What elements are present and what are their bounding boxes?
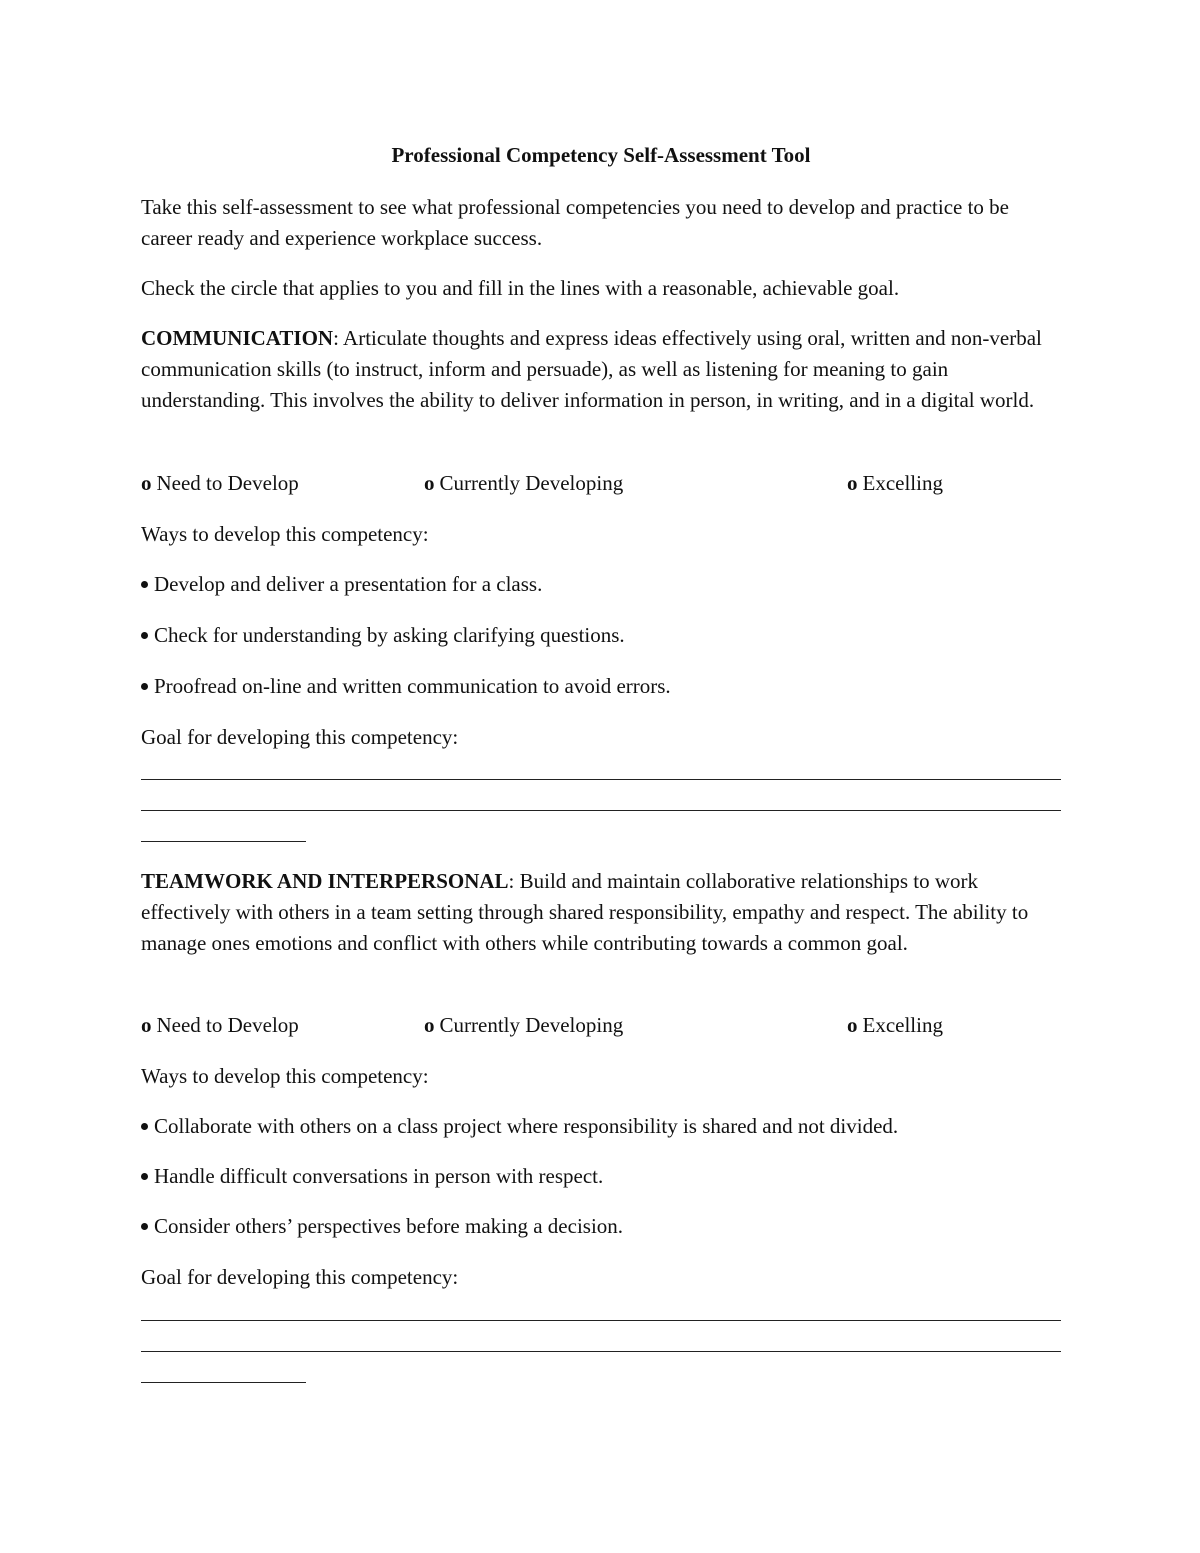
circle-checkbox-icon[interactable]: o [847,471,858,495]
section-description: : Articulate thoughts and express ideas effectively using oral, written and non-verbal communication skills (to instruct, inform and persuade), as well as listening for meaning to gain understanding. This involves the ability to deliver information in person, in writing, and in a digital world. [141,326,1042,412]
list-item: Check for understanding by asking clarifying questions. [141,620,625,651]
option-need-to-develop[interactable] [141,1010,299,1041]
goal-write-line[interactable] [141,841,306,842]
goal-write-line[interactable] [141,1351,1061,1352]
circle-checkbox-icon[interactable]: o [424,1013,435,1037]
circle-checkbox-icon[interactable]: o [847,1013,858,1037]
section-description: : Build and maintain collaborative relationships to work effectively with others in a team setting through shared responsibility, empathy and respect. The ability to manage ones emotions and conflict with others while contributing towards a common goal. [141,869,1029,955]
circle-checkbox-icon[interactable]: o [141,471,152,495]
bullet-icon [141,1123,148,1130]
goal-write-line[interactable] [141,810,1061,811]
bullet-icon [141,581,148,588]
option-label: Currently Developing [439,1013,624,1037]
document-title: Professional Competency Self-Assessment Tool [391,143,811,167]
option-currently-developing[interactable] [424,468,623,499]
circle-checkbox-icon[interactable]: o [424,471,435,495]
goal-write-line[interactable] [141,1382,306,1383]
goal-write-line[interactable] [141,1320,1061,1321]
ways-label: Ways to develop this competency: [141,522,429,546]
bullet-icon [141,1223,148,1230]
section-heading: TEAMWORK AND INTERPERSONAL [141,869,509,893]
option-label: Currently Developing [439,471,624,495]
goal-label: Goal for developing this competency: [141,725,459,749]
bullet-icon [141,632,148,639]
option-need-to-develop[interactable] [141,468,299,499]
intro-paragraph: Take this self-assessment to see what professional competencies you need to develop and practice to be career ready and experience workplace success. [141,195,1009,250]
list-item: Consider others’ perspectives before making a decision. [141,1211,623,1242]
option-excelling[interactable] [847,468,943,499]
section-communication-description [141,323,1061,416]
option-currently-developing[interactable] [424,1010,623,1041]
circle-checkbox-icon[interactable]: o [141,1013,152,1037]
ways-label: Ways to develop this competency: [141,1064,429,1088]
option-label: Excelling [862,471,943,495]
bullet-icon [141,683,148,690]
goal-write-line[interactable] [141,779,1061,780]
option-label: Need to Develop [156,1013,299,1037]
section-heading: COMMUNICATION [141,326,334,350]
goal-label: Goal for developing this competency: [141,1265,459,1289]
bullet-icon [141,1173,148,1180]
list-item: Proofread on-line and written communication to avoid errors. [141,671,671,702]
instruction-text: Check the circle that applies to you and fill in the lines with a reasonable, achievable goal. [141,276,900,300]
option-excelling[interactable] [847,1010,943,1041]
list-item: Develop and deliver a presentation for a class. [141,569,542,600]
option-label: Excelling [862,1013,943,1037]
option-label: Need to Develop [156,471,299,495]
list-item: Collaborate with others on a class project where responsibility is shared and not divided. [141,1111,898,1142]
section-teamwork-description [141,866,1061,959]
list-item: Handle difficult conversations in person with respect. [141,1161,603,1192]
